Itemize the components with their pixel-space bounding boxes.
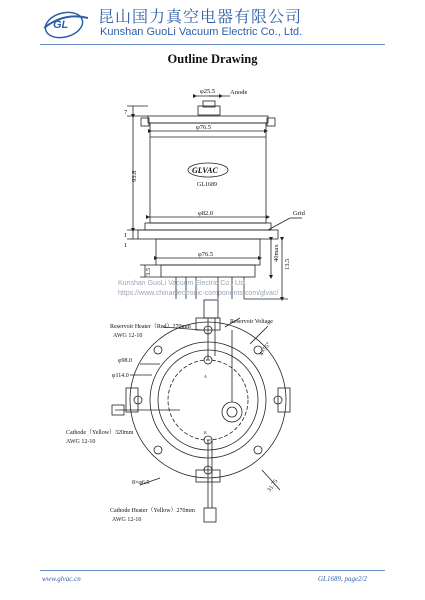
dim-7: 7 (124, 109, 128, 116)
footer-website-link[interactable]: www.glvac.cn (42, 575, 81, 583)
terminal-label-k: K (204, 430, 207, 435)
dim-holes: 8×φ6.5 (132, 480, 150, 486)
grid-ring (138, 230, 278, 239)
footer-page-number: GL1689, page2/2 (318, 575, 367, 583)
dim-3175: 31.75 (266, 478, 280, 494)
dim-d765-bottom: φ76.5 (198, 251, 214, 258)
top-flange (148, 116, 268, 123)
terminal-label-a: A (204, 374, 207, 379)
side-view (127, 96, 302, 299)
logo-text: GL (53, 19, 69, 31)
cathode-heater-awg: AWG 12-10 (112, 517, 142, 523)
company-name-en: Kunshan GuoLi Vacuum Electric Co., Ltd. (100, 26, 303, 38)
dim-35: 3.5 (145, 267, 152, 276)
bolt-circle (168, 360, 248, 440)
dim-d980: φ98.0 (118, 358, 132, 364)
dim-d765-top: φ76.5 (196, 124, 212, 131)
watermark-line-1: Kunshan GuoLi Vacuum Electric Co., Ltd. (118, 280, 247, 287)
cathode-heater-label: Cathode Heater（Yellow）270mm (110, 508, 195, 514)
reservoir-voltage-label: Reservoir Voltage (230, 319, 273, 325)
grid-flange (145, 223, 271, 230)
cathode-awg: AWG 12-10 (66, 439, 96, 445)
dim-d820: φ82.0 (198, 210, 214, 217)
dim-d25: φ25.5 (200, 88, 216, 95)
dim-1a: 1 (124, 232, 128, 239)
dim-angle: 4×55° (258, 341, 273, 358)
watermark-line-2: https://www.chinaelectronic-components.com/glvac/ (118, 290, 279, 297)
company-name-cn: 昆山国力真空电器有限公司 (98, 7, 303, 26)
cathode-label: Cathode（Yellow）320mm (66, 430, 134, 436)
reservoir-heater-awg: AWG 12-10 (113, 333, 143, 339)
dim-d1140: φ114.0 (112, 373, 129, 379)
brand-text: GLVAC (192, 166, 218, 175)
dim-938: 93.8 (131, 170, 138, 182)
footer-divider (40, 570, 385, 571)
dim-135: 13.5 (284, 258, 291, 270)
bottom-view-labels (66, 319, 279, 523)
grid-label: Grid (293, 210, 305, 217)
page-title: Outline Drawing (167, 52, 258, 66)
model-text: GL1689 (197, 182, 217, 188)
dim-1b: 1 (124, 242, 128, 249)
dim-40max: 40max (273, 244, 280, 262)
reservoir-heater-label: Reservoir Heater（Red）270mm (110, 324, 191, 330)
anode-label: Anode (230, 89, 248, 96)
